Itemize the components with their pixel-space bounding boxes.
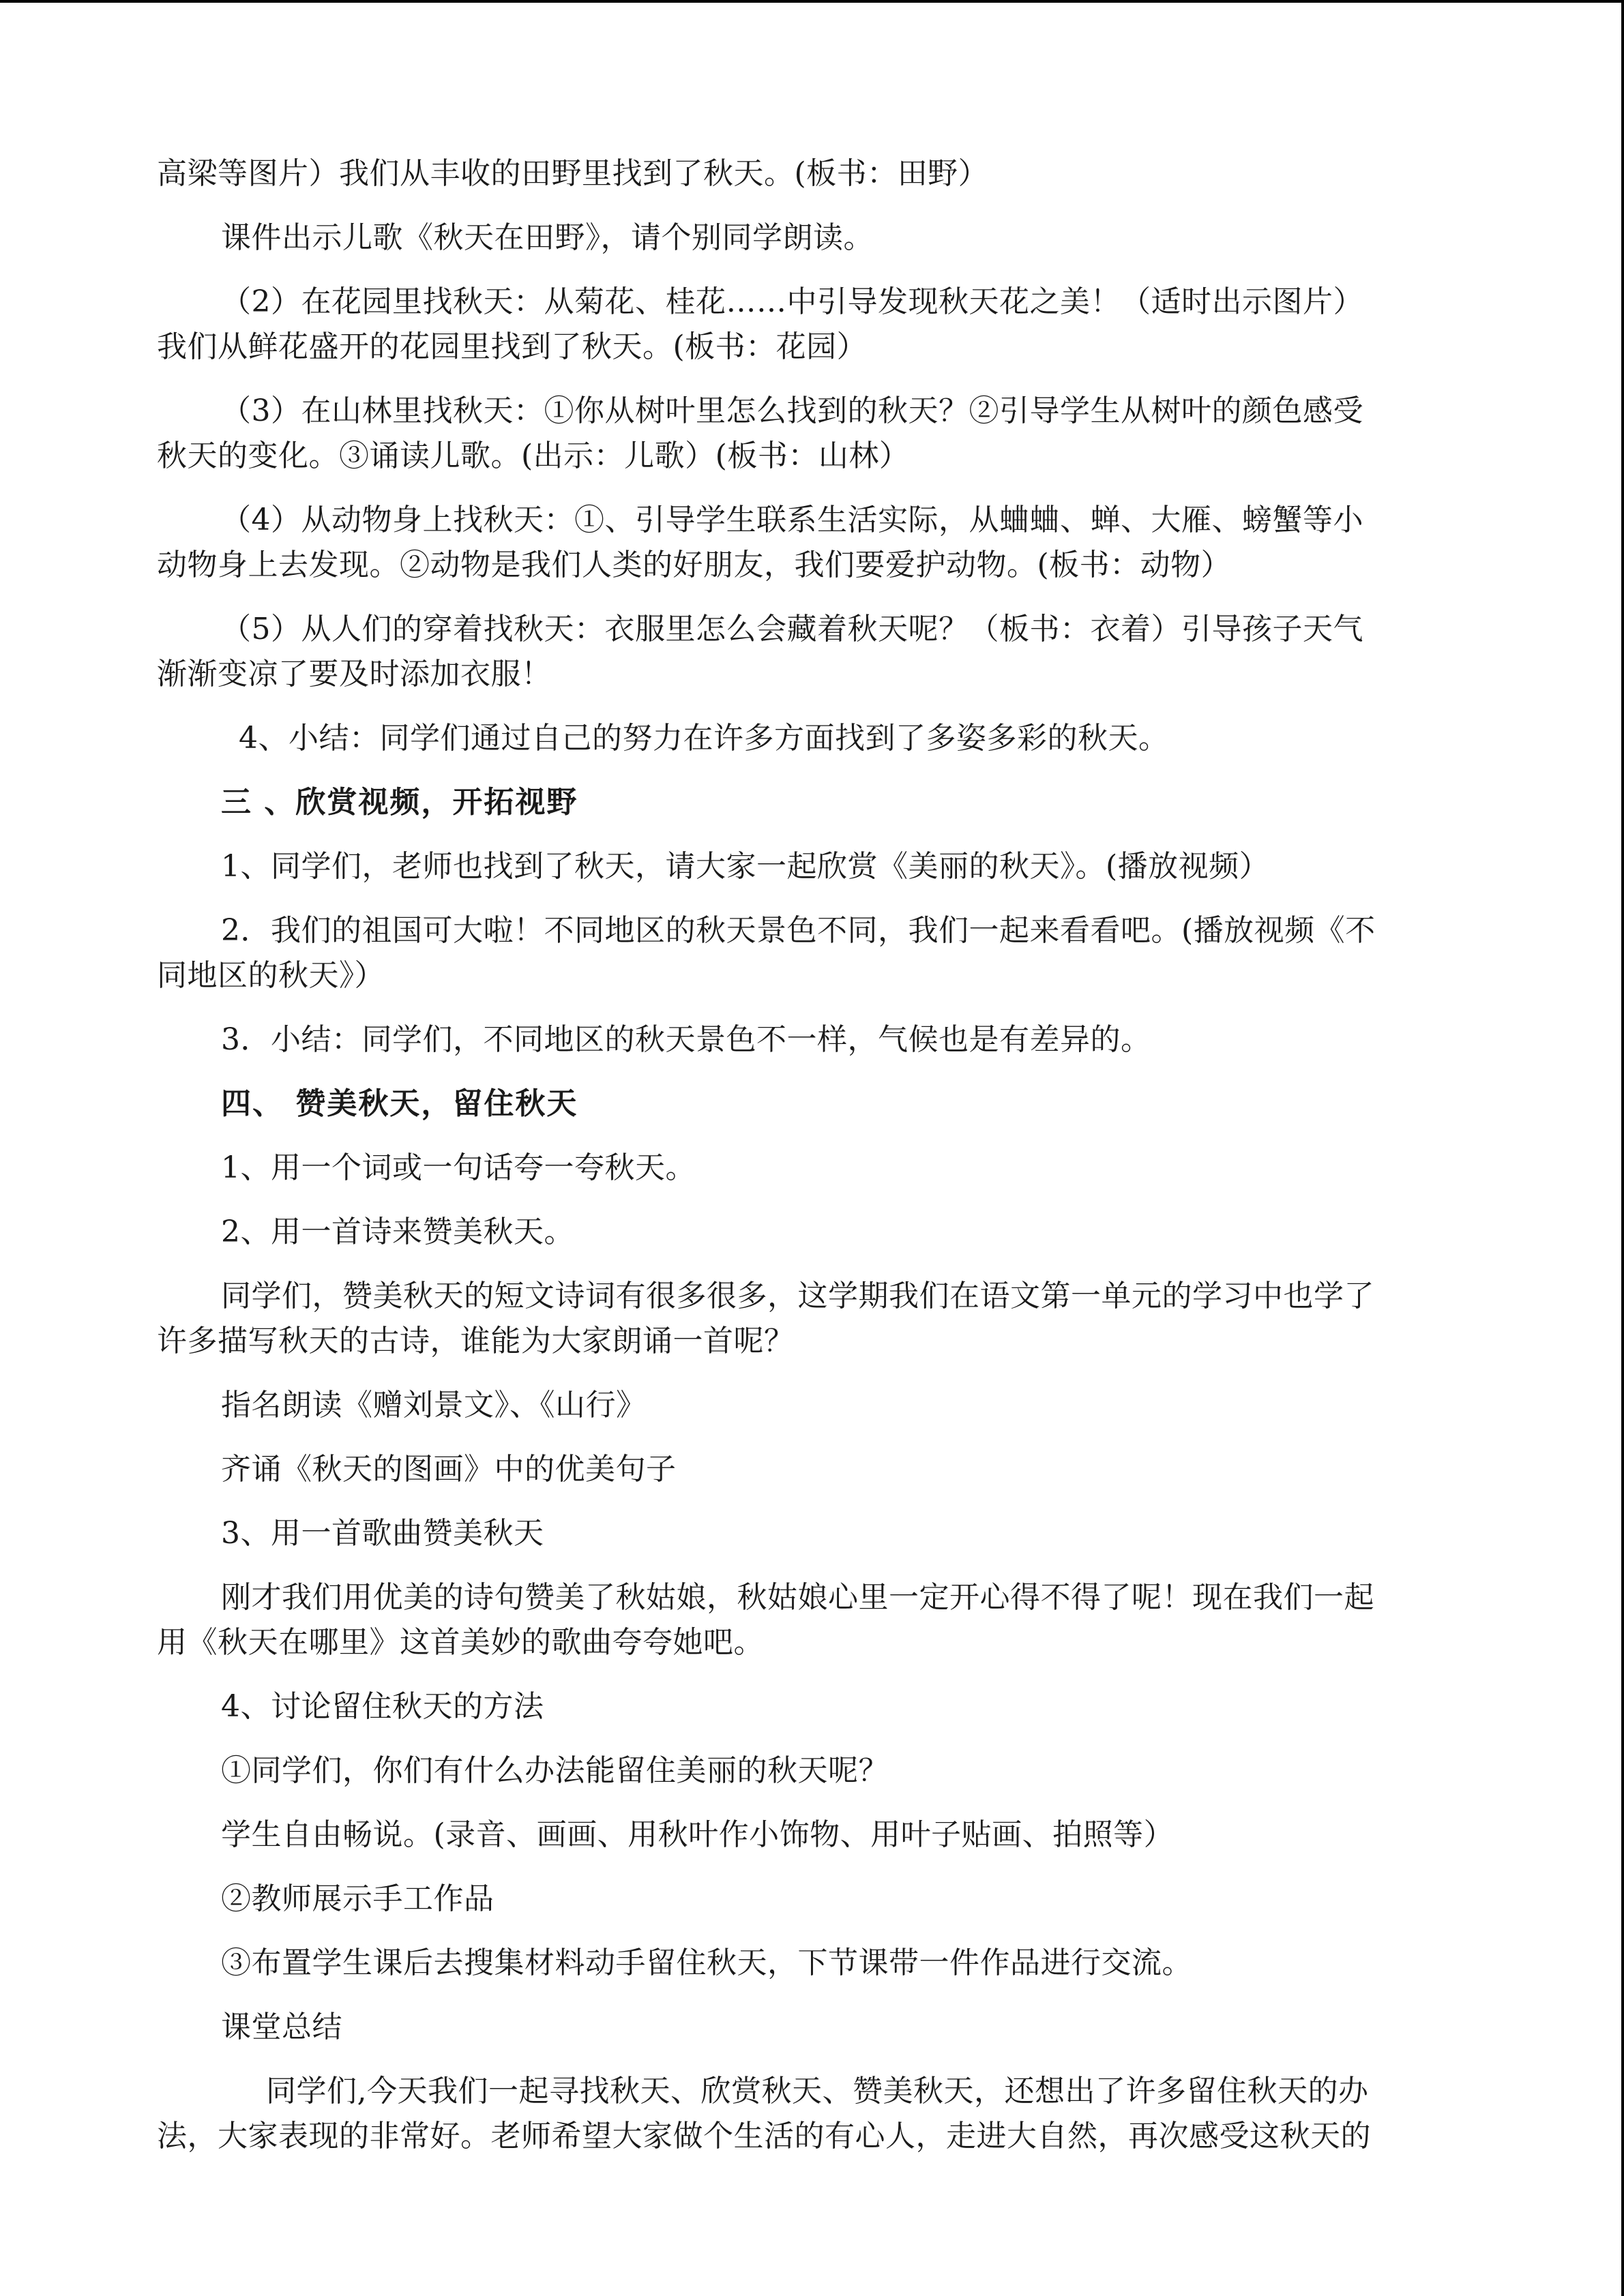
text-line: （5）从人们的穿着找秋天：衣服里怎么会藏着秋天呢？（板书：衣着）引导孩子天气 [221,612,1363,646]
text-line: 高梁等图片）我们从丰收的田野里找到了秋天。(板书：田野） [157,156,989,191]
paragraph [157,607,1466,697]
text-line: ②教师展示手工作品 [221,1881,494,1916]
paragraph [157,1511,1466,1556]
text-line: 刚才我们用优美的诗句赞美了秋姑娘，秋姑娘心里一定开心得不得了呢！现在我们一起 [221,1580,1374,1615]
text-line: 指名朗读《赠刘景文》、《山行》 [221,1388,647,1422]
paragraph [157,716,1466,761]
paragraph [157,2005,1466,2050]
text-line: 2、用一首诗来赞美秋天。 [221,1214,574,1249]
page-border-top [0,0,1624,3]
paragraph [157,844,1466,889]
text-line: （4）从动物身上找秋天：①、引导学生联系生活实际，从蛐蛐、蝉、大雁、螃蟹等小 [221,503,1363,537]
text-line: 同学们,今天我们一起寻找秋天、欣赏秋天、赞美秋天，还想出了许多留住秋天的办 [266,2074,1369,2108]
text-line: 学生自由畅说。(录音、画画、用秋叶作小饰物、用叶子贴画、拍照等） [221,1817,1175,1852]
heading-text: 三 、欣赏视频，开拓视野 [221,785,578,820]
paragraph [157,1575,1466,1665]
text-line: 课堂总结 [221,2010,342,2044]
text-line: 同学们，赞美秋天的短文诗词有很多很多，这学期我们在语文第一单元的学习中也学了 [221,1279,1374,1313]
paragraph [157,2069,1466,2159]
paragraph [157,1210,1466,1255]
paragraph [157,1383,1466,1428]
text-line: ③布置学生课后去搜集材料动手留住秋天，下节课带一件作品进行交流。 [221,1945,1192,1980]
paragraph [157,215,1466,260]
heading-text: 四、 赞美秋天，留住秋天 [221,1086,578,1121]
paragraph [157,1274,1466,1364]
text-line: 3、用一首歌曲赞美秋天 [221,1516,544,1551]
paragraph [157,498,1466,588]
section-heading [157,780,1466,825]
text-line: 同地区的秋天》） [157,958,385,993]
page-border-right [1621,0,1624,2296]
text-line: 1、同学们，老师也找到了秋天，请大家一起欣赏《美丽的秋天》。(播放视频） [221,849,1270,884]
paragraph [157,1813,1466,1858]
text-line: 课件出示儿歌《秋天在田野》，请个别同学朗读。 [221,220,874,255]
text-line: ①同学们，你们有什么办法能留住美丽的秋天呢？ [221,1753,889,1788]
text-line: 渐渐变凉了要及时添加衣服！ [157,657,552,691]
text-line: 秋天的变化。③诵读儿歌。(出示：儿歌）(板书：山林） [157,438,910,473]
paragraph [157,1877,1466,1922]
text-line: 用《秋天在哪里》这首美妙的歌曲夸夸她吧。 [157,1625,764,1660]
paragraph [157,1748,1466,1793]
paragraph [157,1684,1466,1729]
text-line: 1、用一个词或一句话夸一夸秋天。 [221,1150,696,1185]
paragraph [157,1017,1466,1062]
text-line: 动物身上去发现。②动物是我们人类的好朋友，我们要爱护动物。(板书：动物） [157,548,1232,582]
section-heading [157,1082,1466,1127]
text-line: 4、讨论留住秋天的方法 [221,1689,544,1724]
text-line: 2．我们的祖国可大啦！不同地区的秋天景色不同，我们一起来看看吧。(播放视频《不 [221,913,1376,948]
paragraph [157,280,1466,370]
text-line: 齐诵《秋天的图画》中的优美句子 [221,1452,677,1487]
document-body [157,151,1466,2159]
text-line: 4、小结：同学们通过自己的努力在许多方面找到了多姿多彩的秋天。 [239,721,1169,756]
paragraph [157,389,1466,479]
text-line: 3．小结：同学们，不同地区的秋天景色不一样，气候也是有差异的。 [221,1022,1151,1057]
paragraph [157,1447,1466,1492]
text-line: （2）在花园里找秋天：从菊花、桂花……中引导发现秋天花之美！（适时出示图片） [221,284,1363,319]
paragraph [157,908,1466,998]
paragraph [157,151,1466,196]
text-line: 法，大家表现的非常好。老师希望大家做个生活的有心人，走进大自然，再次感受这秋天的 [157,2119,1371,2153]
paragraph [157,1146,1466,1191]
text-line: （3）在山林里找秋天：①你从树叶里怎么找到的秋天？②引导学生从树叶的颜色感受 [221,393,1363,428]
text-line: 我们从鲜花盛开的花园里找到了秋天。(板书：花园） [157,329,868,364]
paragraph [157,1941,1466,1986]
text-line: 许多描写秋天的古诗，谁能为大家朗诵一首呢？ [157,1324,795,1358]
